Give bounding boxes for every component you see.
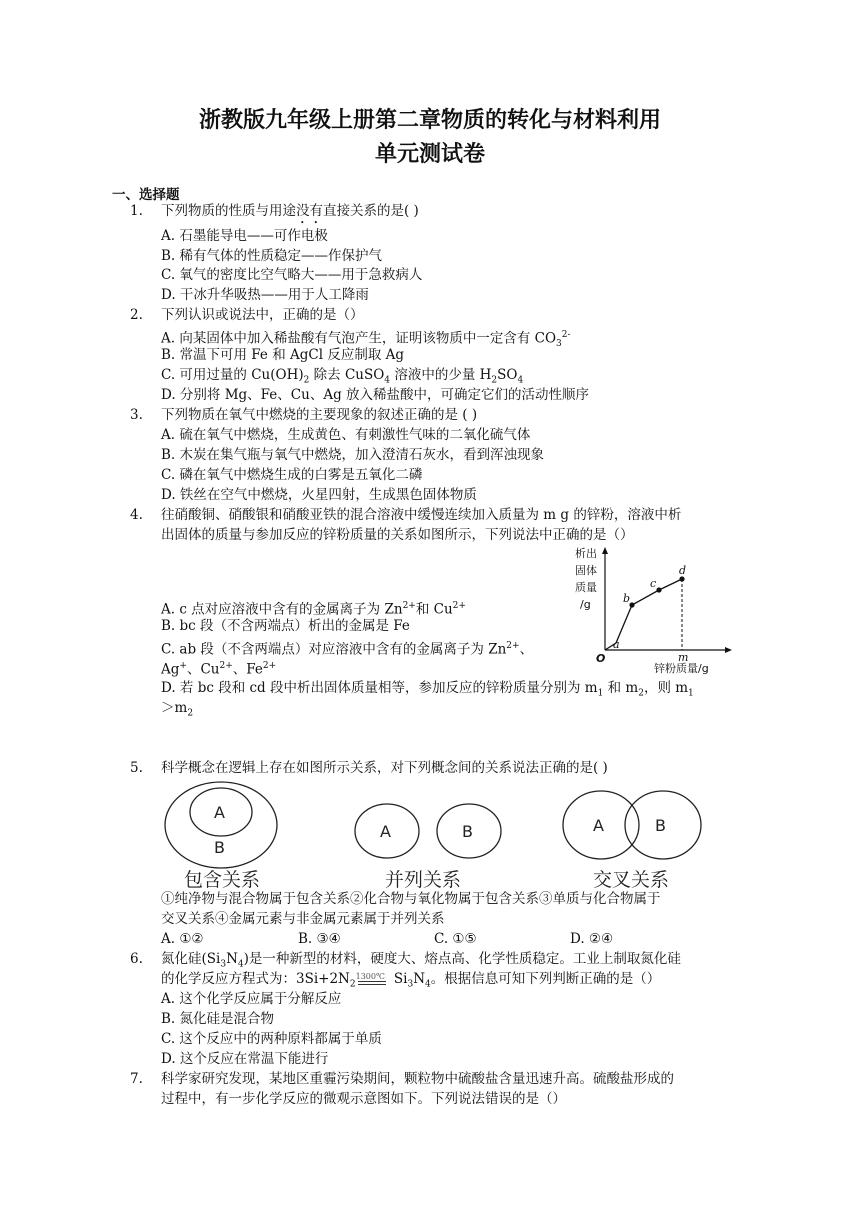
q3-option-d: D. 铁丝在空气中燃烧，火星四射，生成黑色固体物质 [161, 487, 477, 503]
q5-option-b: B. ③④ [298, 931, 341, 947]
page-subtitle: 单元测试卷 [374, 142, 485, 167]
q3-option-a: A. 硫在氧气中燃烧，生成黄色、有刺激性气味的二氧化硫气体 [161, 427, 531, 443]
q1-option-b: B. 稀有气体的性质稳定——作保护气 [161, 248, 383, 264]
q5-diagram [160, 780, 720, 892]
q5-stem: 科学概念在逻辑上存在如图所示关系，对下列概念间的关系说法正确的是( ) [161, 760, 608, 776]
graph-ylabel-3: 质量 [575, 581, 597, 594]
q2-number: 2. [130, 307, 143, 323]
graph-label-c: c [650, 577, 657, 590]
q4-graph [566, 545, 736, 677]
q1-number: 1. [130, 203, 143, 219]
graph-y-arrow [602, 547, 608, 554]
q3-number: 3. [130, 407, 143, 423]
q5-statement-line1: ①纯净物与混合物属于包含关系②化合物与氧化物属于包含关系③单质与化合物属于 [161, 891, 661, 907]
q5-option-d: D. ②④ [570, 931, 614, 947]
graph-ylabel-4: /g [580, 598, 591, 611]
graph-x-arrow [725, 647, 732, 653]
q6-stem-line2: 的化学反应方程式为：$3Si+2N_2$ 1300℃ $Si_3N_4$。根据信息可知下列判断正确的是（） [161, 971, 661, 990]
graph-origin: O [596, 652, 606, 665]
graph-label-m: m [678, 651, 689, 664]
q4-number: 4. [130, 507, 143, 523]
contain-label-b: B [214, 838, 225, 857]
graph-xlabel: 锌粉质量/g [654, 662, 709, 675]
q5-statement-line2: 交叉关系④金属元素与非金属元素属于并列关系 [161, 911, 445, 927]
cross-label-a: A [593, 816, 604, 835]
q3-option-c: C. 磷在氧气中燃烧生成的白雾是五氧化二磷 [161, 467, 423, 483]
q7-number: 7. [130, 1071, 143, 1087]
page-title: 浙教版九年级上册第二章物质的转化与材料利用 [198, 108, 661, 133]
graph-ylabel-1: 析出 [575, 547, 597, 560]
cross-label-b: B [655, 816, 666, 835]
q5-option-a: A. ①② [161, 931, 204, 947]
q4-option-d-line2: $>m_2$ [161, 700, 194, 719]
parallel-label-b: B [462, 822, 473, 841]
graph-point-b [629, 602, 634, 607]
section-heading: 一、选择题 [112, 187, 180, 203]
reaction-condition: 1300℃ [356, 970, 390, 984]
q1-option-a: A. 石墨能导电——可作电极 [161, 228, 328, 244]
graph-label-d: d [679, 564, 687, 577]
q4-stem-line2: 出固体的质量与参加反应的锌粉质量的关系如图所示，下列说法中正确的是（） [161, 527, 634, 543]
q2-option-d: D. 分别将 Mg、Fe、Cu、Ag 放入稀盐酸中，可确定它们的活动性顺序 [161, 387, 590, 403]
q5-option-c: C. ①⑤ [434, 931, 477, 947]
q7-stem-line1: 科学家研究发现，某地区重霾污染期间，颗粒物中硫酸盐含量迅速升高。硫酸盐形成的 [161, 1071, 674, 1087]
q3-option-b: B. 木炭在集气瓶与氧气中燃烧，加入澄清石灰水，看到浑浊现象 [161, 447, 545, 463]
q1-stem: 下列物质的性质与用途没有直接关系的是( ) [161, 203, 419, 219]
graph-point-c [656, 587, 661, 592]
q3-stem: 下列物质在氧气中燃烧的主要现象的叙述正确的是 ( ) [161, 407, 478, 423]
q1-option-c: C. 氧气的密度比空气略大——用于急救病人 [161, 267, 423, 283]
q6-number: 6. [130, 951, 143, 967]
label-cross: 交叉关系 [593, 869, 670, 891]
graph-ylabel-2: 固体 [575, 564, 597, 577]
graph-point-d [679, 576, 684, 581]
q6-option-b: B. 氮化硅是混合物 [161, 1011, 275, 1027]
contain-label-a: A [214, 803, 225, 822]
q4-option-c-line2: Ag+、$Cu^{2+}$、$Fe^{2+}$ [161, 661, 277, 678]
q4-option-d-line1: D. 若 bc 段和 cd 段中析出固体质量相等，参加反应的锌粉质量分别为 $m_1$ 和 $m_2$，则 $m_1$ [161, 680, 694, 699]
q1-option-d: D. 干冰升华吸热——用于人工降雨 [161, 287, 369, 303]
label-contain: 包含关系 [184, 869, 261, 891]
q2-option-a: A. 向某固体中加入稀盐酸有气泡产生，证明该物质中一定含有 $CO_3^{2-}$ [161, 330, 571, 350]
q6-option-a: A. 这个化学反应属于分解反应 [161, 991, 342, 1007]
q2-option-b: B. 常温下可用 Fe 和 AgCl 反应制取 Ag [161, 347, 405, 363]
q2-option-c: C. 可用过量的 $Cu(OH)_2$ 除去 CuSO$_4$ 溶液中的少量 $H_2SO_4$ [161, 367, 524, 386]
q4-option-a: A. c 点对应溶液中含有的金属离子为 $Zn^{2+}$和 $Cu^{2+}$ [161, 601, 466, 618]
q2-stem: 下列认识或说法中，正确的是（） [161, 307, 364, 323]
q4-option-b: B. bc 段（不含两端点）析出的金属是 Fe [161, 618, 410, 634]
q7-stem-line2: 过程中，有一步化学反应的微观示意图如下。下列说法错误的是（） [161, 1091, 566, 1107]
graph-label-b: b [623, 592, 631, 605]
label-parallel: 并列关系 [385, 869, 462, 891]
q6-option-c: C. 这个反应中的两种原料都属于单质 [161, 1031, 382, 1047]
q6-option-d: D. 这个反应在常温下能进行 [161, 1051, 329, 1067]
q6-stem-line1: 氮化硅$(Si_3N_4)$是一种新型的材料，硬度大、熔点高、化学性质稳定。工业上制取氮化硅 [161, 951, 681, 970]
graph-label-a: a [613, 638, 620, 651]
parallel-label-a: A [380, 822, 391, 841]
q4-option-c-line1: C. ab 段（不含两端点）对应溶液中含有的金属离子为 $Zn^{2+}$、 [161, 641, 534, 658]
q4-stem-line1: 往硝酸铜、硝酸银和硝酸亚铁的混合溶液中缓慢连续加入质量为 m g 的锌粉，溶液中析 [161, 507, 682, 523]
q5-number: 5. [130, 760, 143, 776]
